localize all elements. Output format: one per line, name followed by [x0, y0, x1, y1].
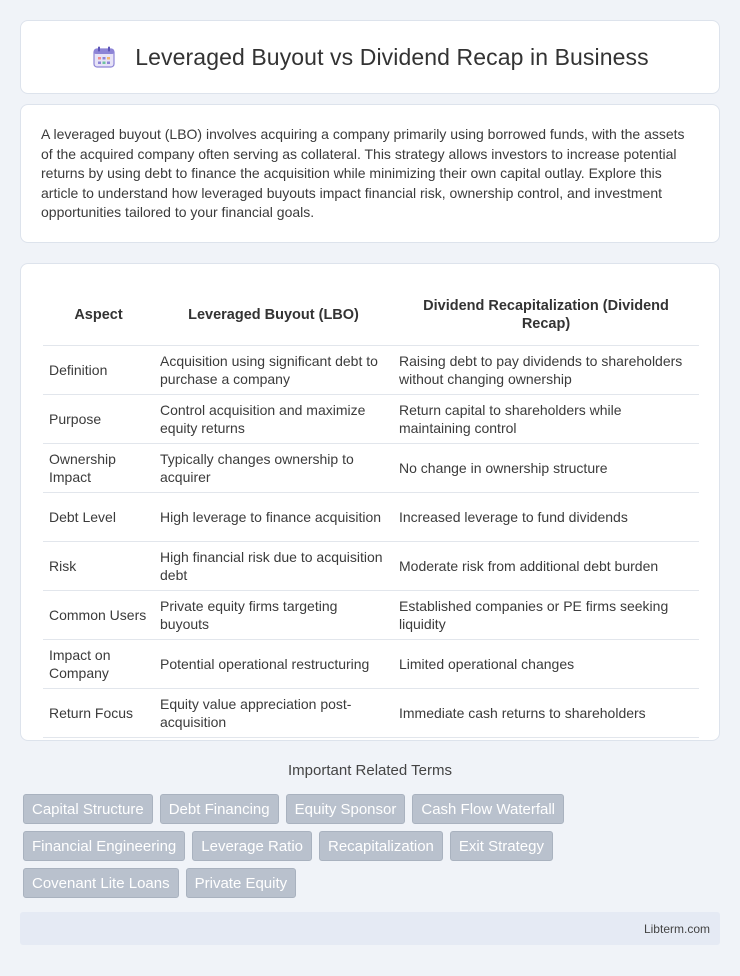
table-cell-recap: Limited operational changes [393, 640, 699, 689]
column-header-lbo: Leveraged Buyout (LBO) [154, 284, 393, 346]
intro-card [20, 104, 720, 243]
related-term-tag[interactable]: Covenant Lite Loans [23, 868, 179, 898]
table-cell-aspect: Definition [43, 346, 154, 395]
table-cell-lbo: Acquisition using significant debt to purchase a company [154, 346, 393, 395]
table-cell-lbo: Equity value appreciation post-acquisition [154, 689, 393, 738]
footer [20, 912, 720, 945]
table-cell-aspect: Return Focus [43, 689, 154, 738]
table-cell-lbo: High leverage to finance acquisition [154, 493, 393, 542]
comparison-table-card [20, 263, 720, 741]
table-cell-lbo: High financial risk due to acquisition debt [154, 542, 393, 591]
related-term-tag[interactable]: Recapitalization [319, 831, 443, 861]
table-cell-recap: Increased leverage to fund dividends [393, 493, 699, 542]
page-title: Leveraged Buyout vs Dividend Recap in Business [135, 43, 649, 70]
related-term-tag[interactable]: Exit Strategy [450, 831, 553, 861]
table-cell-lbo: Potential operational restructuring [154, 640, 393, 689]
table-cell-aspect: Debt Level [43, 493, 154, 542]
table-cell-lbo: Private equity firms targeting buyouts [154, 591, 393, 640]
table-cell-lbo: Control acquisition and maximize equity returns [154, 395, 393, 444]
table-cell-recap: Return capital to shareholders while maintaining control [393, 395, 699, 444]
calendar-icon [91, 44, 117, 70]
table-cell-recap: No change in ownership structure [393, 444, 699, 493]
intro-paragraph: A leveraged buyout (LBO) involves acquiring a company primarily using borrowed funds, with the assets of the acquired company often serving as collateral. This strategy allows investors to increase potential returns by using debt to finance the acquisition while minimizing their own capital outlay. Explore this article to understand how leveraged buyouts impact financial risk, ownership control, and investment opportunities tailored to your financial goals. [41, 126, 685, 220]
related-term-tag[interactable]: Capital Structure [23, 794, 153, 824]
table-cell-aspect: Common Users [43, 591, 154, 640]
table-cell-recap: Raising debt to pay dividends to shareholders without changing ownership [393, 346, 699, 395]
related-term-tag[interactable]: Cash Flow Waterfall [412, 794, 564, 824]
table-row [43, 395, 699, 444]
table-header-row [43, 284, 699, 346]
column-header-aspect: Aspect [43, 284, 154, 346]
table-cell-aspect: Impact on Company [43, 640, 154, 689]
table-cell-aspect: Ownership Impact [43, 444, 154, 493]
table-row [43, 542, 699, 591]
related-term-tag[interactable]: Leverage Ratio [192, 831, 312, 861]
comparison-table [43, 284, 699, 738]
table-cell-recap: Immediate cash returns to shareholders [393, 689, 699, 738]
table-cell-recap: Moderate risk from additional debt burden [393, 542, 699, 591]
table-row [43, 689, 699, 738]
related-terms-list [23, 794, 723, 905]
table-row [43, 640, 699, 689]
footer-site-link[interactable]: Libterm.com [643, 921, 710, 936]
table-row [43, 591, 699, 640]
table-cell-recap: Established companies or PE firms seeking liquidity [393, 591, 699, 640]
column-header-dividend-recap: Dividend Recapitalization (Dividend Recap) [393, 284, 699, 346]
table-cell-lbo: Typically changes ownership to acquirer [154, 444, 393, 493]
related-term-tag[interactable]: Private Equity [186, 868, 297, 898]
table-row [43, 346, 699, 395]
header-card [20, 20, 720, 94]
related-term-tag[interactable]: Financial Engineering [23, 831, 185, 861]
related-terms-heading: Important Related Terms [288, 762, 452, 779]
table-cell-aspect: Risk [43, 542, 154, 591]
related-term-tag[interactable]: Equity Sponsor [286, 794, 406, 824]
table-cell-aspect: Purpose [43, 395, 154, 444]
table-row [43, 493, 699, 542]
table-row [43, 444, 699, 493]
related-term-tag[interactable]: Debt Financing [160, 794, 279, 824]
